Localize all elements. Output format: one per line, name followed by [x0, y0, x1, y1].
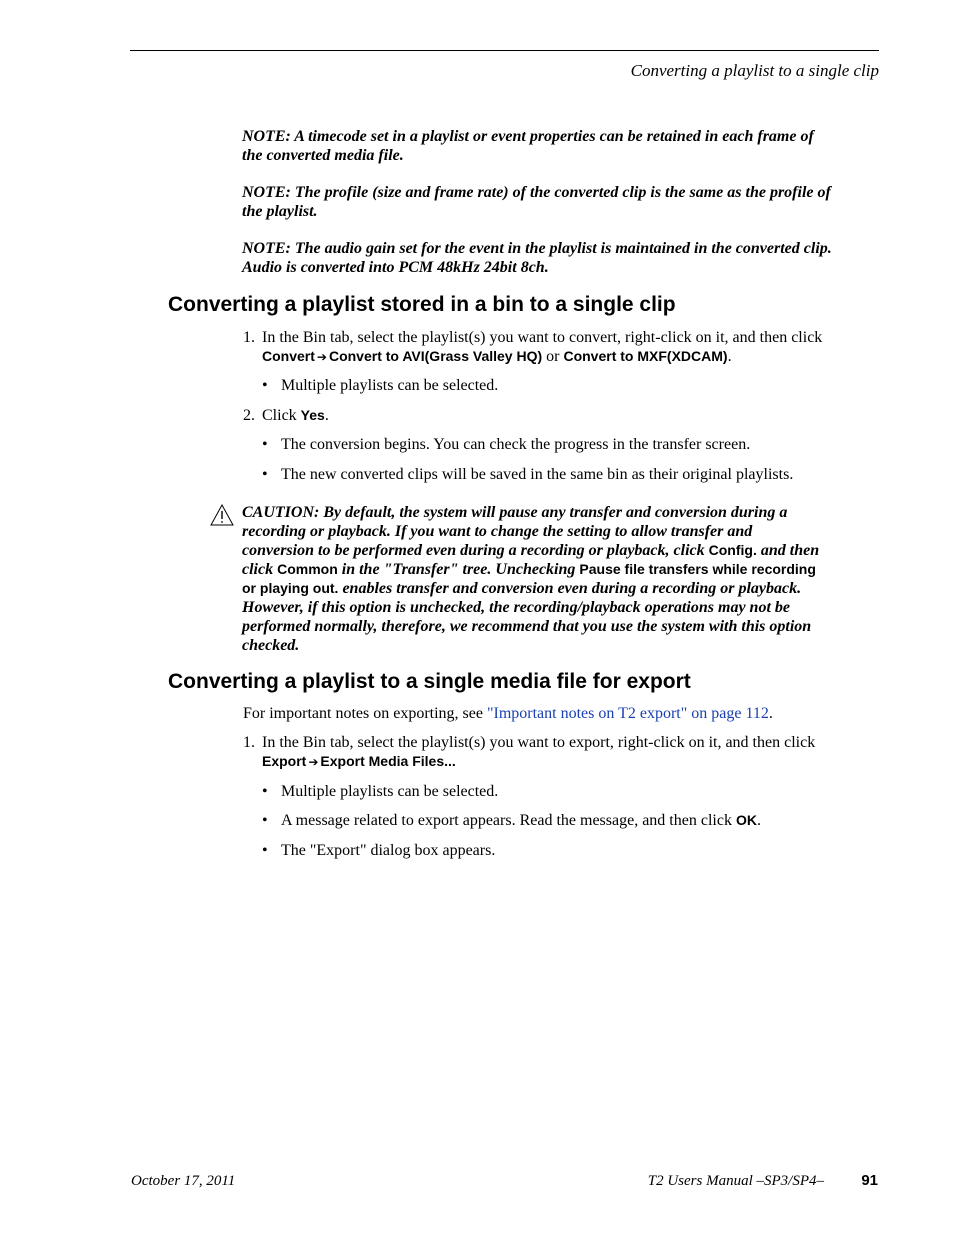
caution-icon — [210, 504, 234, 526]
pause-transfers-option: Pause file transfers while recording or playing out. — [242, 561, 816, 596]
export-intro: For important notes on exporting, see "Important notes on T2 export" on page 112. — [243, 705, 773, 722]
bullet-multiple-playlists: Multiple playlists can be selected. — [281, 377, 499, 394]
menu-export-media-files: Export Media Files... — [320, 753, 456, 769]
common-label: Common — [277, 561, 338, 577]
step-number: 1. — [243, 329, 255, 346]
footer-date: October 17, 2011 — [131, 1173, 236, 1189]
yes-button-label: Yes — [300, 407, 325, 423]
section-heading-bin-to-clip: Converting a playlist stored in a bin to a single clip — [168, 293, 676, 316]
config-label: Config. — [708, 542, 757, 558]
bullet-icon: • — [262, 783, 268, 800]
header-rule — [130, 50, 879, 51]
page-number: 91 — [861, 1172, 878, 1189]
section-heading-export: Converting a playlist to a single media file for export — [168, 670, 691, 693]
step-number: 2. — [243, 407, 255, 424]
running-header: Converting a playlist to a single clip — [630, 61, 879, 80]
bullet-multiple-playlists-export: Multiple playlists can be selected. — [281, 783, 499, 800]
bullet-icon: • — [262, 377, 268, 394]
bullet-icon: • — [262, 842, 268, 859]
bullet-icon: • — [262, 436, 268, 453]
important-notes-link[interactable]: "Important notes on T2 export" on page 112 — [486, 705, 769, 722]
bullet-export-message: A message related to export appears. Read the message, and then click OK. — [281, 812, 761, 829]
bullet-icon: • — [262, 466, 268, 483]
arrow-icon: ➔ — [316, 350, 327, 364]
step-convert: In the Bin tab, select the playlist(s) you want to convert, right-click on it, and then click Convert ➔ Convert to AVI(Grass Valley HQ) or Convert to MXF(XDCAM). — [262, 329, 823, 365]
menu-export: Export — [262, 753, 307, 769]
note-profile: NOTE: The profile (size and frame rate) of the converted clip is the same as the profile of the playlist. — [242, 184, 831, 220]
menu-convert-avi: Convert to AVI(Grass Valley HQ) — [328, 348, 543, 364]
note-timecode: NOTE: A timecode set in a playlist or event properties can be retained in each frame of the converted media file. — [242, 128, 814, 164]
caution-text: CAUTION: By default, the system will pause any transfer and conversion during a recording or playback. If you want to change the setting to allow transfer and conversion to be performed even during a recording or playback, click Config. and then click Common in the "Transfer" tree. Unchecking Pause file transfers while recording or playing out. enables transfer and conversion even during a recording or playback. However, if this option is unchecked, the recording/playback operations may not be performed normally, therefore, we recommend that you use the system with this option checked. — [242, 504, 820, 654]
bullet-export-dialog: The "Export" dialog box appears. — [281, 842, 496, 859]
arrow-icon: ➔ — [308, 755, 319, 769]
bullet-icon: • — [262, 812, 268, 829]
step-click-yes: Click Yes. — [262, 407, 329, 424]
menu-convert-mxf: Convert to MXF(XDCAM) — [563, 348, 728, 364]
step-number: 1. — [243, 734, 255, 751]
ok-button-label: OK — [735, 812, 757, 828]
footer-title: T2 Users Manual –SP3/SP4– — [647, 1173, 824, 1189]
note-audio: NOTE: The audio gain set for the event in the playlist is maintained in the converted clip. Audio is converted into PCM 48kHz 24bit 8ch. — [242, 240, 832, 276]
bullet-conversion-begins: The conversion begins. You can check the progress in the transfer screen. — [281, 436, 751, 453]
step-export: In the Bin tab, select the playlist(s) you want to export, right-click on it, and then click Export ➔ Export Media Files... — [262, 734, 816, 769]
bullet-new-clips-saved: The new converted clips will be saved in the same bin as their original playlists. — [281, 466, 794, 483]
menu-convert: Convert — [262, 348, 315, 364]
